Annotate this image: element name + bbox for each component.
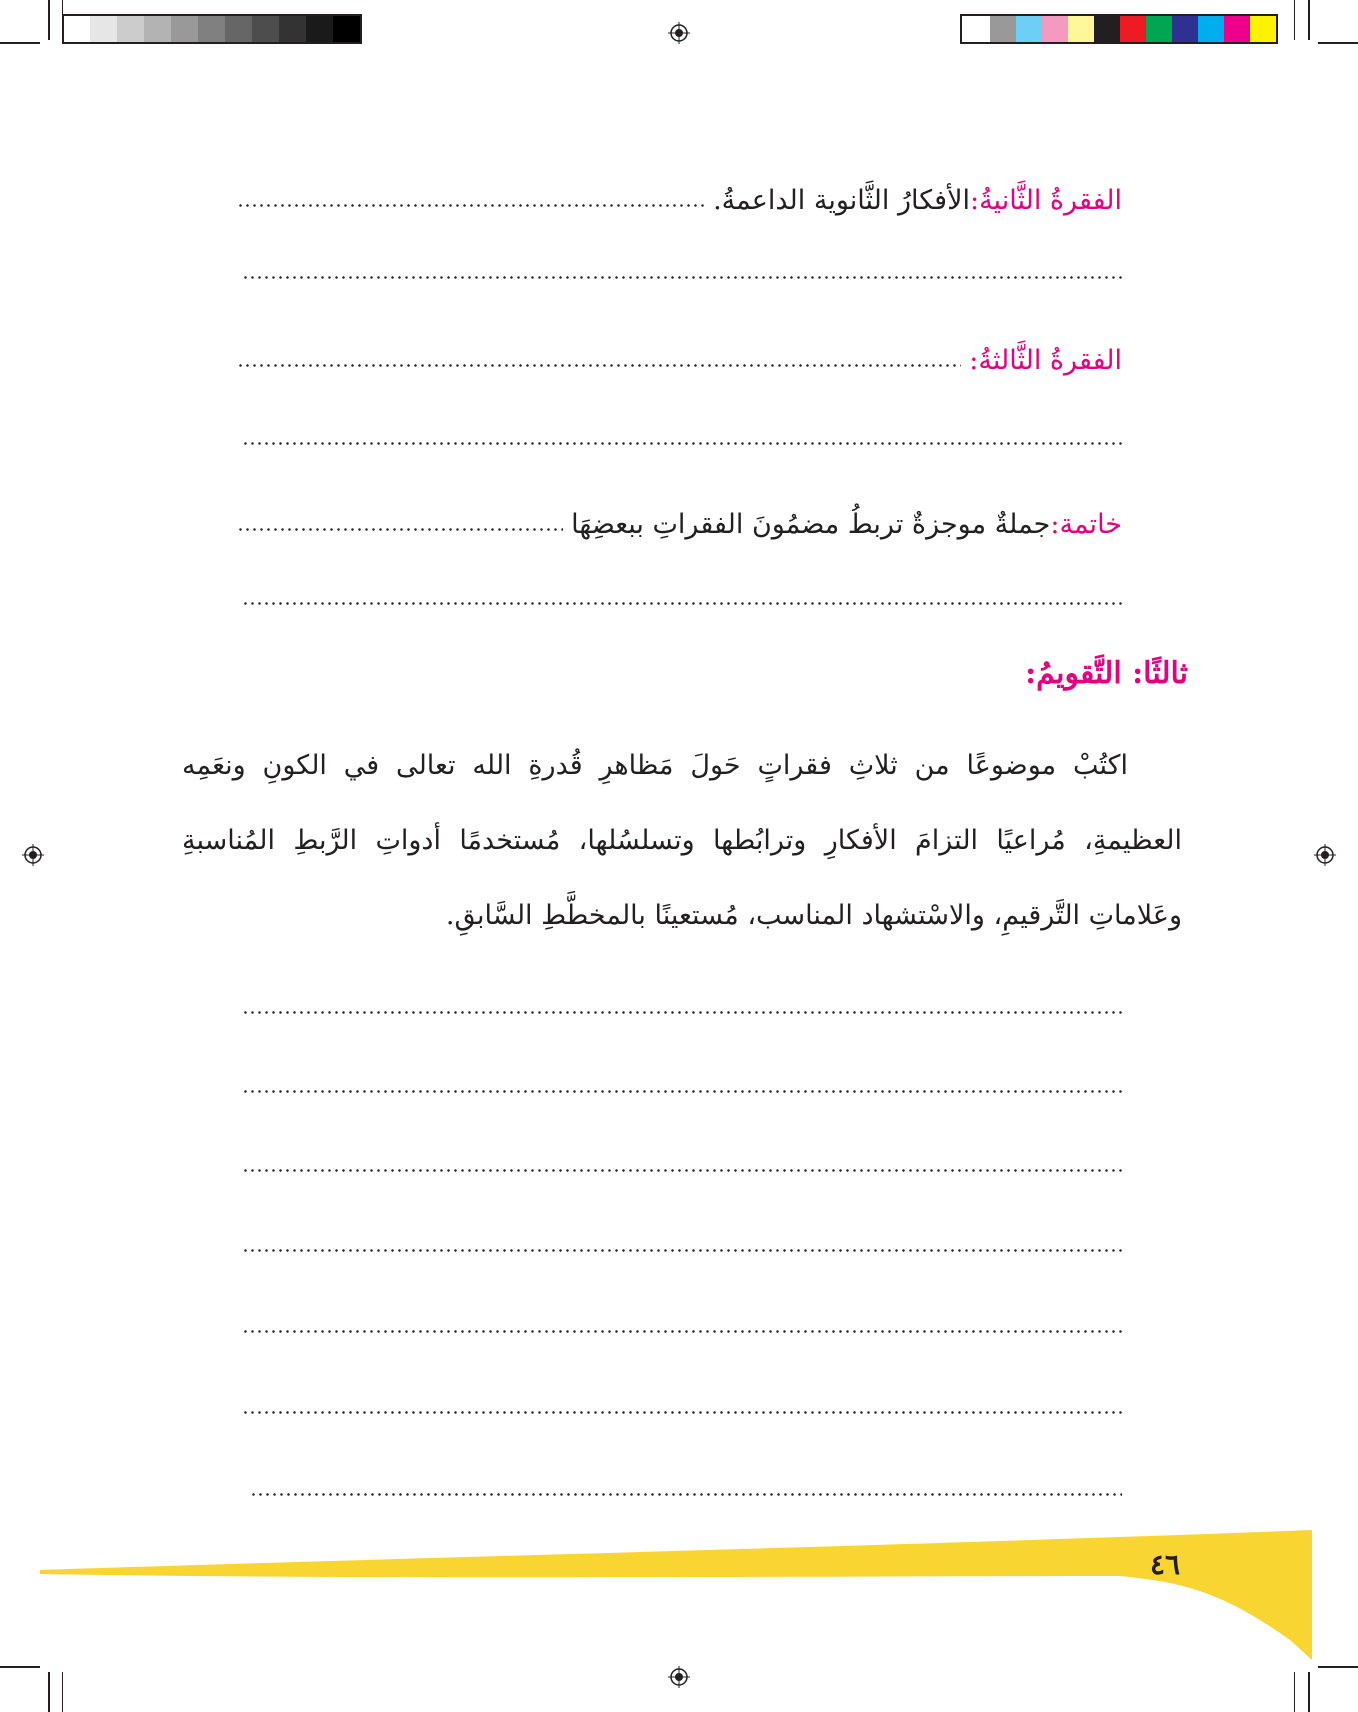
- fill-in-line[interactable]: [237, 528, 563, 531]
- color-bar: [960, 14, 1278, 44]
- crop-mark: [1318, 42, 1358, 44]
- second-paragraph-label: الفقرةُ الثَّانيةُ:: [969, 185, 1122, 216]
- crop-mark: [1294, 1672, 1295, 1712]
- crop-mark: [62, 1672, 63, 1712]
- footer-band: [0, 1520, 1358, 1660]
- crop-mark: [48, 1672, 50, 1712]
- answer-line[interactable]: [242, 1330, 1122, 1333]
- evaluation-instructions: اكتُبْ موضوعًا من ثلاثِ فقراتٍ حَولَ مَظاهرِ قُدرةِ الله تعالى في الكونِ ونعَمِه العظيمةِ، مُراعيًا التزامَ الأفكارِ وترابُطها وتسلسُلها، مُستخدمًا أدواتِ الرَّبطِ المُناسبةِ وعَلاماتِ التَّرقيمِ، والاسْتشهاد المناسب، مُستعينًا بالمخطَّطِ السَّابقِ.: [182, 750, 1182, 931]
- crop-mark: [0, 1666, 40, 1668]
- answer-line[interactable]: [242, 1090, 1122, 1093]
- conclusion-line: [237, 500, 1122, 540]
- registration-target-icon: [1314, 844, 1336, 866]
- crop-mark: [48, 0, 50, 40]
- registration-target-icon: [668, 1666, 690, 1688]
- fill-in-line[interactable]: [237, 364, 961, 367]
- crop-mark: [1294, 0, 1295, 40]
- registration-target-icon: [668, 22, 690, 44]
- answer-line[interactable]: [242, 1411, 1122, 1414]
- grayscale-bar: [62, 14, 362, 44]
- crop-mark: [1318, 1666, 1358, 1668]
- third-paragraph-line: [237, 336, 1122, 376]
- registration-target-icon: [22, 844, 44, 866]
- second-paragraph-text: الأفكارُ الثَّانوية الداعمةُ.: [713, 185, 970, 216]
- fill-in-line[interactable]: [242, 442, 1122, 445]
- fill-in-line[interactable]: [242, 276, 1122, 279]
- answer-line[interactable]: [242, 1169, 1122, 1172]
- fill-in-line[interactable]: [242, 602, 1122, 605]
- crop-mark: [0, 42, 40, 44]
- second-paragraph-line: [237, 176, 1122, 216]
- conclusion-label: خاتمة:: [1050, 509, 1122, 540]
- fill-in-line[interactable]: [237, 204, 705, 207]
- answer-line[interactable]: [250, 1493, 1122, 1496]
- answer-line[interactable]: [242, 1249, 1122, 1252]
- page-number: ٤٦: [1150, 1548, 1181, 1581]
- answer-line[interactable]: [242, 1011, 1122, 1014]
- evaluation-heading: ثالثًا: التَّقويمُ:: [1025, 656, 1188, 691]
- conclusion-text: جملةٌ موجزةٌ تربطُ مضمُونَ الفقراتِ ببعضِهَا: [571, 509, 1051, 540]
- crop-mark: [1308, 1672, 1310, 1712]
- crop-mark: [1308, 0, 1310, 40]
- third-paragraph-label: الفقرةُ الثَّالثةُ:: [969, 345, 1122, 376]
- crop-mark: [62, 0, 63, 40]
